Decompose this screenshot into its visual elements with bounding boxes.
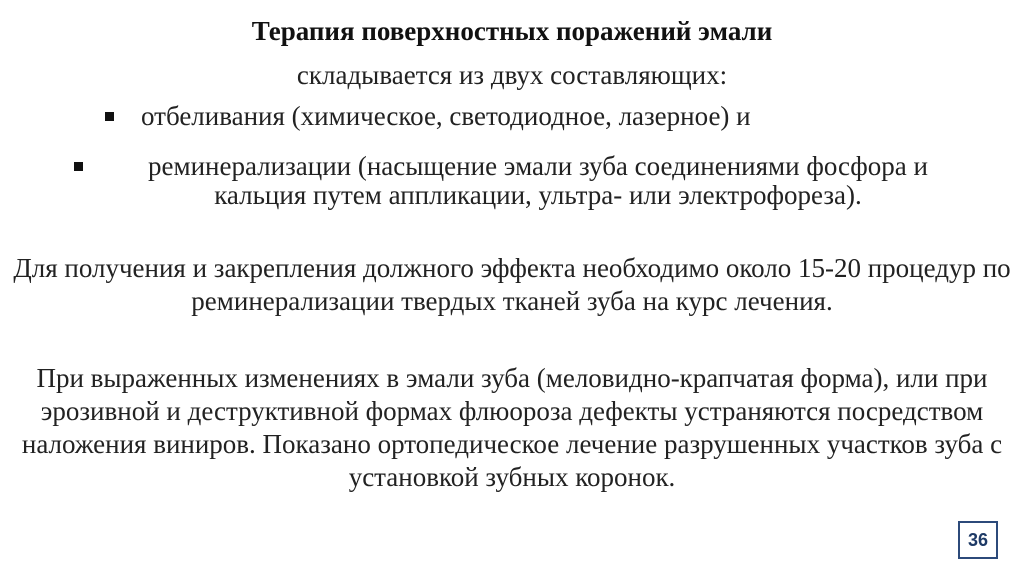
square-bullet-icon	[74, 162, 83, 171]
paragraph-procedures: Для получения и закрепления должного эффекта необходимо около 15-20 процедур по реминерализации твердых тканей зуба на курс лечения.	[13, 253, 1011, 316]
bullet-text: реминерализации (насыщение эмали зуба соединениями фосфора и кальция путем аппликации, ультра- или электрофореза).	[148, 151, 928, 210]
page-number-badge: 36	[958, 521, 998, 559]
square-bullet-icon	[105, 112, 114, 121]
bullet-text: отбеливания (химическое, светодиодное, лазерное) и	[141, 101, 751, 131]
slide-title: Терапия поверхностных поражений эмали	[251, 16, 773, 46]
paragraph-veneers: При выраженных изменениях в эмали зуба (меловидно-крапчатая форма), или при эрозивной и деструктивной формах флюороза дефекты устраняются посредством наложения виниров. Показано ортопедическое лечение разрушенных участков зуба с установкой зубных коронок.	[21, 363, 1003, 492]
slide-subtitle: складывается из двух составляющих:	[296, 60, 728, 90]
